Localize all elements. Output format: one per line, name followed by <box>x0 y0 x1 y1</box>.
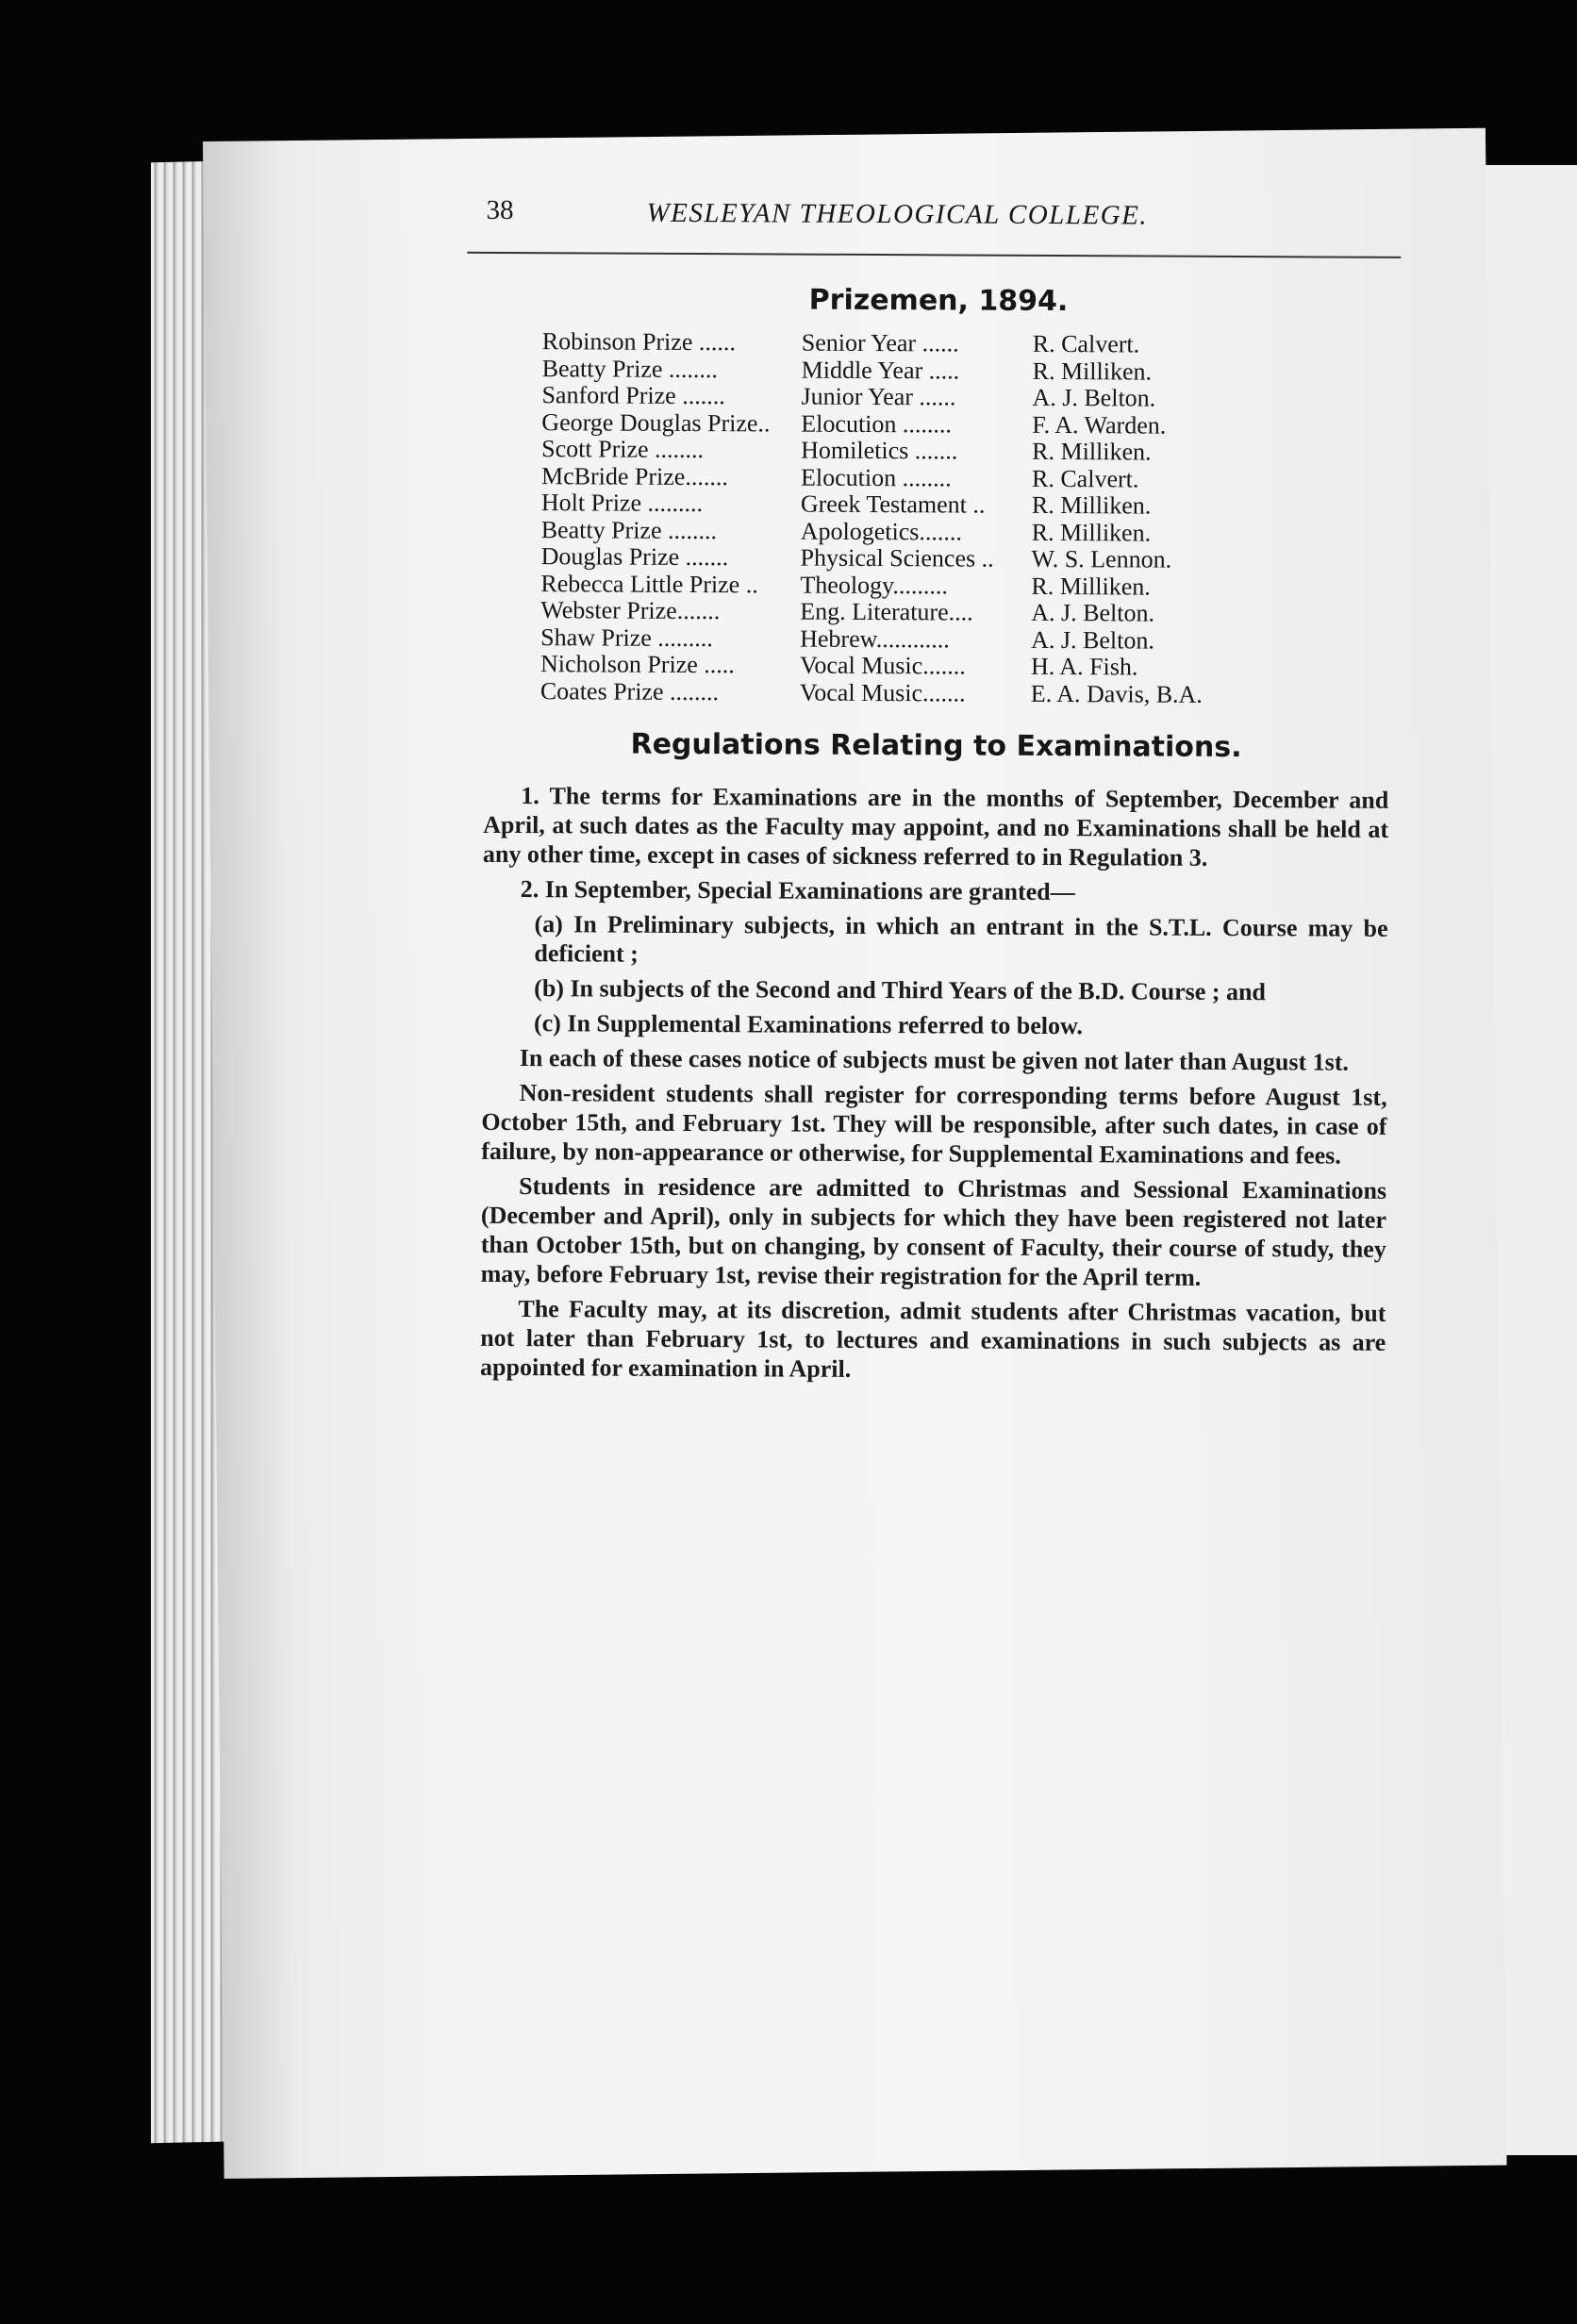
page-header <box>486 195 1391 238</box>
prize-subject: Middle Year ..... <box>801 356 960 384</box>
prize-name: Holt Prize ......... <box>540 489 704 518</box>
page-number: 38 <box>486 194 514 226</box>
prize-subject: Vocal Music....... <box>799 678 966 707</box>
regulations-body <box>480 781 1388 1386</box>
prize-name: Nicholson Prize ..... <box>540 650 735 679</box>
prize-name: Robinson Prize ...... <box>541 327 736 357</box>
prize-subject: Hebrew............ <box>800 624 950 653</box>
prize-name: Beatty Prize ........ <box>541 354 719 383</box>
prize-name: Douglas Prize ....... <box>540 542 729 572</box>
prize-winner: W. S. Lennon. <box>1031 544 1172 573</box>
prize-subject: Homiletics ....... <box>801 436 958 465</box>
regulation-faculty: The Faculty may, at its discretion, admit students after Christmas vacation, but not later than February 1st, to lectures and examinations in such subjects as are appointed for examination in April. <box>480 1295 1386 1383</box>
prize-row <box>540 678 1389 709</box>
prize-winner: H. A. Fish. <box>1030 652 1138 681</box>
book-page <box>203 128 1507 2179</box>
prize-name: Scott Prize ........ <box>541 435 705 464</box>
prize-winner: F. A. Warden. <box>1032 410 1167 440</box>
running-title: WESLEYAN THEOLOGICAL COLLEGE. <box>646 197 1149 231</box>
regulation-residence: Students in residence are admitted to Christmas and Sessional Examinations (December and April), only in subjects for which they have been registered not later than October 15th, but on changing, by consent of Faculty, their course of study, they may, before February 1st, revise their registration for the April term. <box>480 1172 1387 1291</box>
regulation-2a: (a) In Preliminary subjects, in which an entrant in the S.T.L. Course may be deficient ; <box>534 910 1388 968</box>
prize-subject: Vocal Music....... <box>799 651 966 680</box>
prize-winner: R. Milliken. <box>1031 490 1152 520</box>
prize-winner: R. Calvert. <box>1032 329 1140 358</box>
page-content <box>480 195 1392 1392</box>
prize-winner: R. Milliken. <box>1031 572 1151 601</box>
regulation-non-resident: Non-resident students shall register for corresponding terms before August 1st, October 15th, and February 1st. They will be responsible, after such dates, in case of failure, by non-appearance or otherwise, for Supplemental Examinations and fees. <box>481 1079 1387 1170</box>
prize-subject: Theology......... <box>800 571 948 599</box>
prize-winner: A. J. Belton. <box>1031 625 1154 655</box>
prize-name: Webster Prize....... <box>540 596 721 625</box>
prize-winner: E. A. Davis, B.A. <box>1030 679 1203 708</box>
regulations-title: Regulations Relating to Examinations. <box>630 727 1242 765</box>
prize-subject: Senior Year ...... <box>801 328 959 357</box>
regulation-1: 1. The terms for Examinations are in the months of September, December and April, at such dates as the Faculty may appoint, and no Examinations shall be held at any other time, except in cases of sickness referred to in Regulation 3. <box>482 782 1389 872</box>
prize-subject: Physical Sciences .. <box>800 543 994 573</box>
regulation-2: 2. In September, Special Examinations are granted— <box>520 875 1075 906</box>
prize-winner: A. J. Belton. <box>1032 383 1156 412</box>
prize-subject: Elocution ........ <box>801 409 953 438</box>
prize-winner: R. Milliken. <box>1031 518 1152 547</box>
prize-name: Rebecca Little Prize .. <box>540 569 758 598</box>
prize-winner: A. J. Belton. <box>1031 598 1155 627</box>
prize-winner: R. Milliken. <box>1032 357 1153 386</box>
prize-winner: R. Calvert. <box>1031 464 1139 492</box>
regulation-2b: (b) In subjects of the Second and Third Years of the B.D. Course ; and <box>534 974 1267 1006</box>
prize-name: Coates Prize ........ <box>540 676 720 706</box>
prize-subject: Greek Testament .. <box>800 490 986 519</box>
prize-name: Beatty Prize ........ <box>540 515 718 544</box>
prize-name: Shaw Prize ......... <box>540 622 713 652</box>
prize-name: McBride Prize....... <box>540 461 728 490</box>
prize-name: George Douglas Prize.. <box>541 407 771 437</box>
prize-subject: Junior Year ...... <box>801 382 956 411</box>
prize-subject: Apologetics....... <box>800 517 962 546</box>
prize-subject: Eng. Literature.... <box>800 597 973 626</box>
prize-table <box>540 328 1391 709</box>
header-rule <box>467 252 1401 258</box>
prize-subject: Elocution ........ <box>800 463 952 491</box>
prize-name: Sanford Prize ....... <box>541 381 725 410</box>
prizemen-title: Prizemen, 1894. <box>808 283 1069 319</box>
regulation-notice: In each of these cases notice of subjects must be given not later than August 1st. <box>519 1044 1350 1076</box>
regulation-2c: (c) In Supplemental Examinations referred to below. <box>533 1009 1083 1040</box>
prize-winner: R. Milliken. <box>1032 437 1152 466</box>
